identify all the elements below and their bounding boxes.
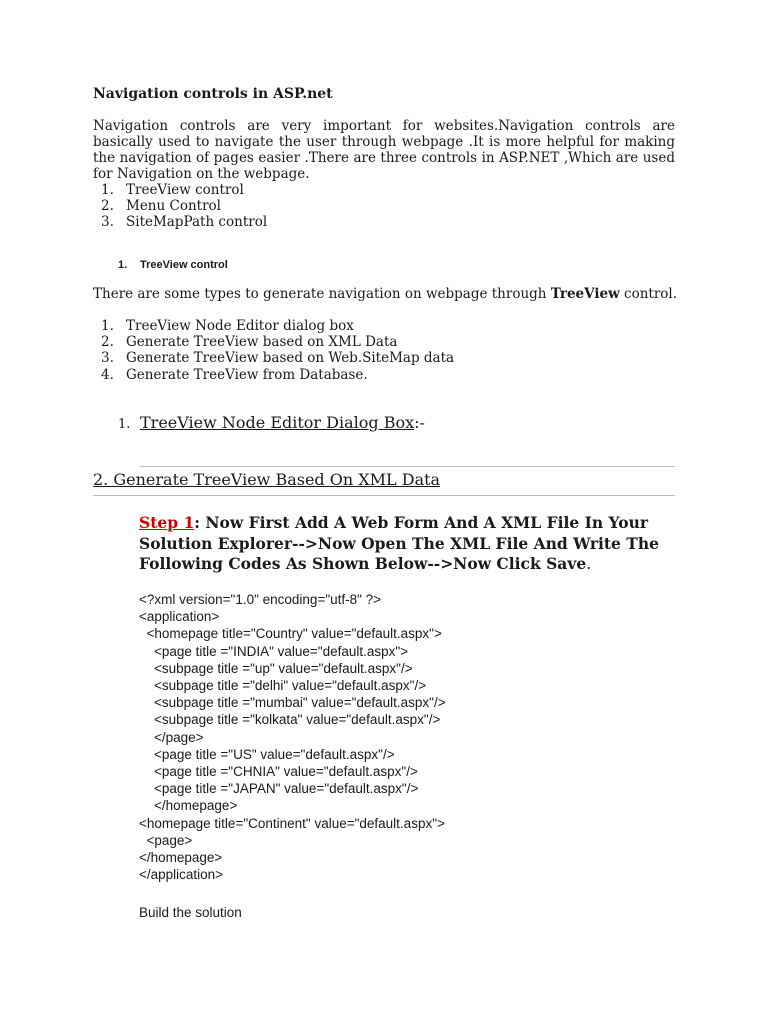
code-line: <page title ="JAPAN" value="default.aspx"/> [139, 781, 419, 797]
types-intro: There are some types to generate navigation on webpage through TreeView control. [93, 286, 678, 302]
list-item: 3. SiteMapPath control [101, 214, 268, 231]
list-item: 2. Menu Control [101, 198, 221, 215]
code-line: <application> [139, 609, 220, 625]
divider-line [93, 495, 675, 496]
code-line: </application> [139, 867, 224, 883]
controls-list [93, 182, 267, 231]
list-item: 2. Generate TreeView based on XML Data [101, 334, 398, 351]
list-item: 3. Generate TreeView based on Web.SiteMap data [101, 350, 455, 367]
section-heading-treeview: 1. TreeView control [118, 259, 228, 271]
code-line: </homepage> [139, 798, 238, 814]
code-line: <page title ="US" value="default.aspx"/> [139, 746, 395, 762]
list-item: 1. TreeView Node Editor dialog box [101, 318, 354, 334]
list-item: 1. TreeView control [101, 182, 244, 198]
code-line: <subpage title ="mumbai" value="default.aspx"/> [139, 695, 446, 711]
code-line: </page> [139, 729, 204, 745]
code-line: <subpage title ="delhi" value="default.aspx"/> [139, 678, 427, 694]
xml-code-block [139, 591, 446, 883]
code-line: <subpage title ="up" value="default.aspx"/> [139, 660, 413, 676]
code-line: <page title ="CHNIA" value="default.aspx"/> [139, 764, 418, 780]
heading-node-editor: 1. TreeView Node Editor Dialog Box:- [118, 413, 425, 432]
page-title: Navigation controls in ASP.net [93, 86, 333, 102]
divider-line [140, 466, 675, 467]
heading-xml-data: 2. Generate TreeView Based On XML Data [93, 470, 441, 489]
step-label: Step 1 [139, 513, 195, 532]
code-line: <homepage title="Continent" value="default.aspx"> [139, 815, 445, 831]
list-item: 4. Generate TreeView from Database. [101, 366, 368, 383]
intro-paragraph: Navigation controls are very important for websites.Navigation controls are basically used to navigate the user through webpage .It is more helpful for making the navigation of pages easier .There are three controls in ASP.NET ,Which are used for Navigation on the webpage. [93, 118, 675, 182]
build-instruction: Build the solution [139, 905, 242, 920]
types-list [93, 318, 454, 383]
step-1-text: Step 1: Now First Add A Web Form And A XML File In Your Solution Explorer-->Now Open The XML File And Write The Following Codes As Shown Below-->Now Click Save. [139, 513, 659, 573]
code-line: </homepage> [139, 850, 223, 866]
code-line: <page title ="INDIA" value="default.aspx"> [139, 643, 409, 659]
code-line: <?xml version="1.0" encoding="utf-8" ?> [139, 592, 382, 607]
code-line: <page> [139, 832, 193, 848]
code-line: <subpage title ="kolkata" value="default.aspx"/> [139, 712, 441, 728]
code-line: <homepage title="Country" value="default.aspx"> [139, 626, 442, 642]
